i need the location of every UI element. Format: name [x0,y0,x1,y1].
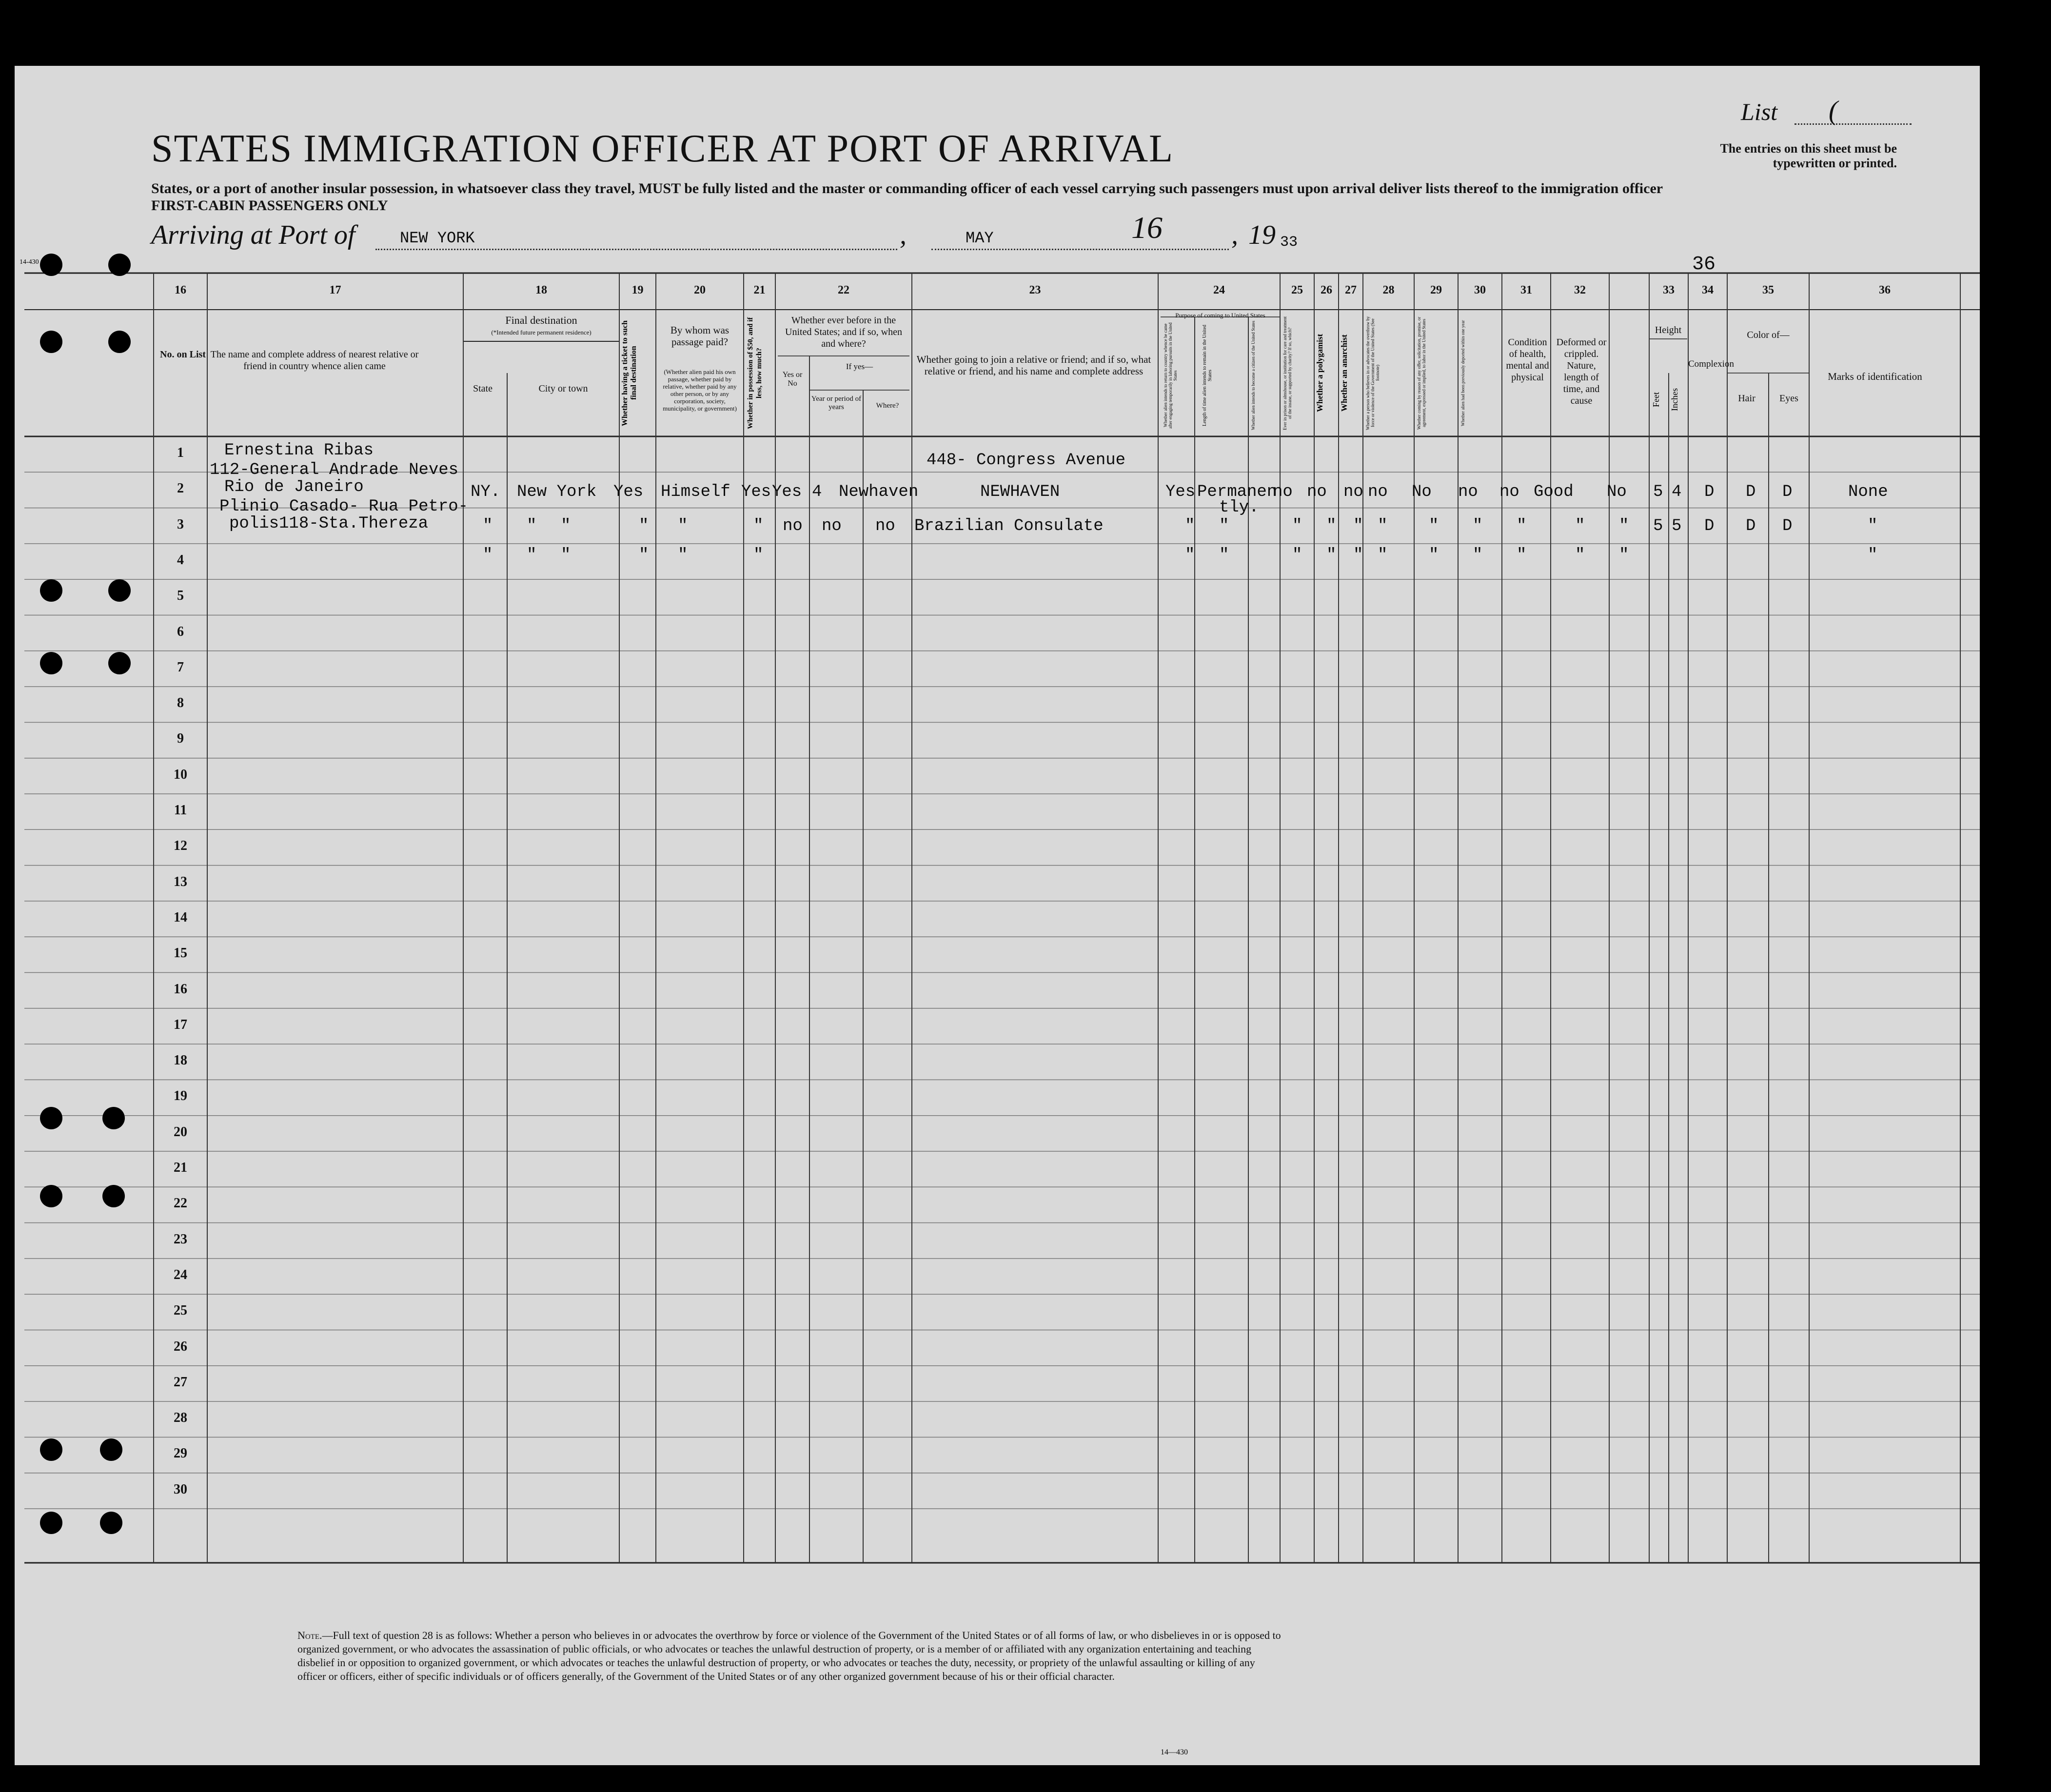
row-number: 9 [177,731,184,747]
entry-1-feet: 5 [1653,483,1663,501]
punch-hole [40,652,62,674]
entry-1-address-line2: Rio de Janeiro [224,478,364,496]
header-col24-length: Length of time alien intends to remain in the United States [1202,325,1213,427]
row-number: 16 [174,981,187,997]
entry-1-city: New York [517,483,597,501]
header-col24-return: Whether alien intends to return to country whence he came after engaging temporarily in laboring pursuits in the United States [1163,322,1178,429]
column-number-36: 36 [1879,284,1891,296]
ditto-mark: " [1868,546,1878,565]
ditto-mark: " [1429,546,1439,565]
page-title: STATES IMMIGRATION OFFICER AT PORT OF ARRIVAL [151,127,1174,170]
column-number-19: 19 [631,284,644,296]
header-col23: Whether going to join a relative or friend; and if so, what relative or friend, and his name and complete address [916,354,1151,377]
entry-1-ticket: Yes [613,483,644,501]
ditto-mark: " [1292,546,1302,565]
header-col24: Purpose of coming to United States [1175,312,1265,319]
punch-hole [40,1107,62,1129]
punch-hole [108,579,131,602]
header-col20-note: (Whether alien paid his own passage, whether paid by relative, whether paid by any other person, or by any corporation, society, municipality, or government) [663,368,737,412]
row-number: 19 [174,1088,187,1104]
entry-1-join-line2: NEWHAVEN [980,483,1060,501]
punch-hole [40,254,62,276]
ditto-mark: " [1219,546,1229,565]
ditto-mark: " [1429,517,1439,535]
form-grid-lines [15,66,1980,1765]
sheet-number: 36 [1692,254,1716,276]
ditto-mark: " [1219,517,1229,535]
row-number: 2 [177,481,184,496]
header-col24-citizen: Whether alien intends to become a citizen of the United States [1251,320,1256,431]
entry-1-hair: D [1746,483,1756,501]
ditto-mark: " [639,546,649,565]
entry-1-address-line1: 112-General Andrade Neves [210,461,459,479]
header-col27: Whether an anarchist [1340,334,1349,412]
ditto-mark: " [1473,546,1483,565]
row-number: 17 [174,1017,187,1032]
punch-hole [40,579,62,602]
row-number: 6 [177,624,184,639]
entry-1-polygamist: no [1343,483,1363,501]
entry-1-overthrow: No [1412,483,1432,501]
ditto-mark: " [678,546,688,565]
punch-hole [40,1185,62,1207]
entry-1-health: Good [1534,483,1574,501]
column-number-23: 23 [1029,284,1041,296]
entry-1-state: NY. [471,483,501,501]
list-label: List [1741,98,1778,125]
punch-hole [108,331,131,353]
entry-1-length: Permanen [1197,483,1277,501]
ditto-mark: " [753,546,764,565]
header-col36: Marks of identification [1828,371,1922,382]
column-number-18: 18 [535,284,547,296]
punch-hole [40,1438,62,1461]
ditto-mark: " [1575,517,1585,535]
punch-hole [40,1512,62,1534]
entry-1-purpose: Yes [1165,483,1196,501]
header-if-yes: If yes— [846,362,873,371]
header-col30: Whether alien had been previously deported within one year [1460,320,1465,426]
row-number: 28 [174,1410,187,1426]
entry-1-deformed: No [1607,483,1627,501]
header-col19: Whether having a ticket to such final destination [621,320,638,426]
entry-1-length-cont: tly. [1219,498,1259,517]
row-number: 20 [174,1124,187,1140]
column-number-34: 34 [1702,284,1714,296]
header-eyes: Eyes [1779,393,1798,404]
ditto-mark: " [1619,546,1629,565]
header-col16: No. on List [160,349,206,360]
entry-1-before-us: Yes [772,483,802,501]
entry-1-inches: 4 [1672,483,1682,501]
entry-2-address: polis118-Sta.Thereza [229,514,429,533]
row-number: 15 [174,945,187,961]
header-col22: Whether ever before in the United States; and if so, when and where? [785,315,902,349]
header-col18: Final destination [505,314,577,326]
entry-1-where: Newhaven [839,483,919,501]
entry-1-join-line1: 448- Congress Avenue [927,451,1126,470]
column-number-35: 35 [1762,284,1774,296]
entry-1-year: 4 [812,483,822,501]
header-col25: Ever in prison or almshouse, or institution for care and treatment of the insane, or supported by charity? If so, which? [1282,316,1292,430]
punch-hole [108,254,131,276]
header-feet: Feet [1651,392,1661,408]
list-value: ( [1829,96,1838,126]
ditto-mark: " [1378,517,1388,535]
column-number-25: 25 [1291,284,1303,296]
footnote [297,1629,1282,1683]
ditto-mark: " [1517,517,1527,535]
column-number-21: 21 [753,284,766,296]
column-number-24: 24 [1213,284,1225,296]
ditto-mark: " [527,517,537,535]
header-year: Year or period of years [811,395,862,411]
year-prefix: 19 [1248,220,1276,250]
entry-2-before-us: no [783,517,803,535]
row-number: 13 [174,874,187,889]
punch-hole [102,1185,125,1207]
ditto-mark: " [1292,517,1302,535]
row-number: 18 [174,1053,187,1068]
punch-hole [100,1438,122,1461]
header-where: Where? [876,402,899,410]
column-number-31: 31 [1520,284,1532,296]
row-number: 27 [174,1374,187,1390]
entry-2-where: no [875,517,895,535]
header-col33: Height [1655,325,1682,335]
header-inches: Inches [1670,388,1679,412]
column-number-20: 20 [694,284,706,296]
column-number-16: 16 [175,284,186,296]
row-number: 23 [174,1231,187,1247]
ditto-mark: " [1326,517,1337,535]
ditto-mark: " [678,517,688,535]
row-number: 25 [174,1303,187,1319]
ditto-mark: " [1575,546,1585,565]
ditto-mark: " [483,517,493,535]
entry-1-deported: no [1499,483,1519,501]
day-value: 16 [1131,210,1163,245]
entry-1-anarchist: no [1368,483,1388,501]
entry-1-complexion: D [1704,483,1715,501]
entry-1-offer: no [1458,483,1478,501]
row-number: 5 [177,588,184,604]
column-number-28: 28 [1382,284,1395,296]
ditto-mark: " [1326,546,1337,565]
form-code-bottom: 14—430 [1161,1748,1188,1756]
entry-1-marks: None [1848,483,1888,501]
column-number-29: 29 [1430,284,1442,296]
entry-1-prison: no [1307,483,1327,501]
entry-2-year: no [822,517,842,535]
row-number: 14 [174,909,187,925]
row-number: 8 [177,695,184,711]
row-number: 7 [177,659,184,675]
column-number-17: 17 [329,284,341,296]
header-col20: By whom was passage paid? [670,324,730,348]
ditto-mark: " [1353,546,1363,565]
punch-hole [40,331,62,353]
row-number: 21 [174,1160,187,1175]
row-number: 1 [177,445,184,460]
ditto-mark: " [1868,517,1878,535]
column-number-33: 33 [1663,284,1675,296]
header-col32: Deformed or crippled. Nature, length of time, and cause [1556,337,1607,406]
column-number-27: 27 [1345,284,1357,296]
ditto-mark: " [1619,517,1629,535]
row-number: 29 [174,1446,187,1461]
header-col21: Whether in possession of $50, and if less, how much? [747,317,763,429]
header-col34: Complexion [1688,359,1734,369]
ditto-mark: " [1378,546,1388,565]
entry-2-inches: 5 [1672,517,1682,535]
row-number: 10 [174,767,187,782]
manifest-sheet: STATES IMMIGRATION OFFICER AT PORT OF ARRIVAL States, or a port of another insular possession, in whatsoever class they travel, MUST be fully listed and the master or commanding officer of each vessel carrying such passengers must upon arrival deliver lists thereof to the immigration officer FIRST-CABIN PASSENGERS ONLY List ( The entries on this sheet must be typewritten or printed. Arriving at Port of NEW YORK , MAY 16 , 19 33 36 14-430 16 17 18 19 20 21 22 23 24 25 26 27 28 29 30 31 32 33 34 35 36 No. on List The name and complete address of nearest relative or friend in country whence alien came Final destination (*Intended future permanent residence) State City or town Whether having a ticket to such final destination By whom was passage paid? (Whether alien paid his own passage, whether paid by relative, whether paid by any other person, or by any corporation, society, municipality, or government) Whether in possession of $50, and if less, how much? Whether ever before in the United States; and if so, when and where? Yes or No If yes— Year or period of years Where? Whether going to join a relative or friend; and if so, what relative or friend, and his name and complete address Purpose of coming to United States Whether alien intends to return to country whence he came after engaging temporarily in laboring pursuits in the United States Length of time alien intends to remain in the United States Whether alien intends to become a citizen of the United States Ever in prison or almshouse, or institution for care and treatment of the insane, or supported by charity? If so, which? Whether a polygamist Whether an anarchist Whether a person who believes in or advocates the overthrow by force or violence of the Government of the United States (See footnote) Whether coming by reason of any offer, solicitation, promise, or agreement, expressed or implied, to labor in the United States Whether alien had been previously deported within one year Condition of health, mental and physical Deformed or crippled. Nature, length of time, and cause Height Feet Inches Complexion Color of— Hair Eyes Marks of identification 1 2 3 4 5 6 7 8 9 10 11 12 13 14 15 16 17 18 19 20 21 22 23 24 25 26 27 28 29 30 Ernestina Ribas 112-General Andrade Neves Rio de Janeiro 448- Congress Avenue NEWHAVEN NY. New York Yes Himself Yes Yes 4 Newhaven Yes Permanen tly. no no no no No no no Good No 5 4 D D D None Plinio Casado- Rua Petro- polis118-Sta.Thereza no no no Brazilian Consulate 5 5 D D D " " " " " " " " " " " " " " " " " " " " " " " " " " " " " " " " " " " " Note.—Full text of question 28 is as follows: Whether a person who believes in or advocates the overthrow by force or violence of the Government of the United States or of all forms of law, or who disbelieves in or is opposed to organized government, or who advocates the assassination of public officials, or who advocates or teaches the unlawful destruction of property, or is a member of or affiliated with any organization entertaining and teaching disbelief in or opposition to organized government, or which advocates or teaches the unlawful destruction of property, or who advocates or teaches the duty, necessity, or propriety of the unlawful assaulting or killing of any officer or officers, either of specific individuals or of officers generally, of the Government of the United States or of any other organized government because of his or their official character. 14—430 [15,66,1980,1765]
ditto-mark: " [1185,517,1195,535]
footnote-text: —Full text of question 28 is as follows: Whether a person who believes in or advocates the overthrow by force or violence of the Government of the United States or of all forms of law, or who disbelieves in or is opposed to organized government, or who advocates the assassination of public officials, or who advocates or teaches the unlawful destruction of property, or is a member of or affiliated with any organization entertaining and teaching disbelief in or opposition to organized government, or which advocates or teaches the unlawful destruction of property, or who advocates or teaches the duty, necessity, or propriety of the unlawful assaulting or killing of any officer or officers, either of specific individuals or of officers generally, of the Government of the United States or of any other organized government because of his or their official character. [297,1629,1281,1682]
row-number: 30 [174,1481,187,1497]
column-number-30: 30 [1474,284,1486,296]
header-city: City or town [538,383,588,394]
ditto-mark: " [561,517,571,535]
subtitle-first-cabin: FIRST-CABIN PASSENGERS ONLY [151,197,388,214]
ditto-mark: " [1353,517,1363,535]
column-number-26: 26 [1321,284,1332,296]
entry-1-citizen: no [1273,483,1293,501]
port-value: NEW YORK [400,229,475,247]
punch-hole [102,1107,125,1129]
entry-1-money: Yes [741,483,771,501]
entry-2-join: Brazilian Consulate [914,517,1104,535]
header-state: State [473,383,493,394]
arriving-label: Arriving at Port of [151,220,355,250]
column-number-32: 32 [1574,284,1586,296]
ditto-mark: " [1185,546,1195,565]
row-number: 11 [174,803,187,818]
entry-2-eyes: D [1782,517,1793,535]
header-col28: Whether a person who believes in or advocates the overthrow by force or violence of the Government of the United States (See footnote) [1365,316,1380,430]
entry-1-relative-name: Ernestina Ribas [224,441,374,460]
header-yes-or-no: Yes or No [782,371,803,388]
row-number: 22 [174,1196,187,1211]
row-number: 26 [174,1339,187,1354]
ditto-mark: " [1517,546,1527,565]
row-number: 12 [174,838,187,854]
row-number: 24 [174,1267,187,1282]
header-col18-note: (*Intended future permanent residence) [491,329,592,336]
subtitle-instructions: States, or a port of another insular possession, in whatsoever class they travel, MUST be fully listed and the master or commanding officer of each vessel carrying such passengers must upon arrival deliver lists thereof to the immigration officer [151,180,1663,197]
entry-1-passage-paid: Himself [661,483,730,501]
ditto-mark: " [483,546,493,565]
row-number: 3 [177,516,184,532]
punch-hole [100,1512,122,1534]
ditto-mark: " [561,546,571,565]
month-value: MAY [966,229,994,247]
ditto-mark: " [527,546,537,565]
ditto-mark: " [639,517,649,535]
column-number-22: 22 [838,284,849,296]
year-suffix: 33 [1280,234,1298,251]
header-col35: Color of— [1747,330,1790,340]
typewritten-instruction: The entries on this sheet must be typewritten or printed. [1720,141,1897,170]
header-hair: Hair [1738,393,1755,404]
form-code-top: 14-430 [20,258,39,266]
header-col31: Condition of health, mental and physical [1506,337,1549,383]
header-col29: Whether coming by reason of any offer, solicitation, promise, or agreement, expressed or implied, to labor in the United States [1417,316,1426,430]
row-number: 4 [177,552,184,568]
header-col17: The name and complete address of nearest relative or friend in country whence alien came [210,349,419,372]
ditto-mark: " [1473,517,1483,535]
entry-1-eyes: D [1782,483,1793,501]
entry-2-hair: D [1746,517,1756,535]
entry-2-relative-name: Plinio Casado- Rua Petro- [219,497,469,516]
entry-2-feet: 5 [1653,517,1663,535]
punch-hole [108,652,131,674]
entry-2-complexion: D [1704,517,1715,535]
header-col26: Whether a polygamist [1315,334,1324,413]
ditto-mark: " [753,517,764,535]
footnote-label: Note. [297,1629,322,1641]
